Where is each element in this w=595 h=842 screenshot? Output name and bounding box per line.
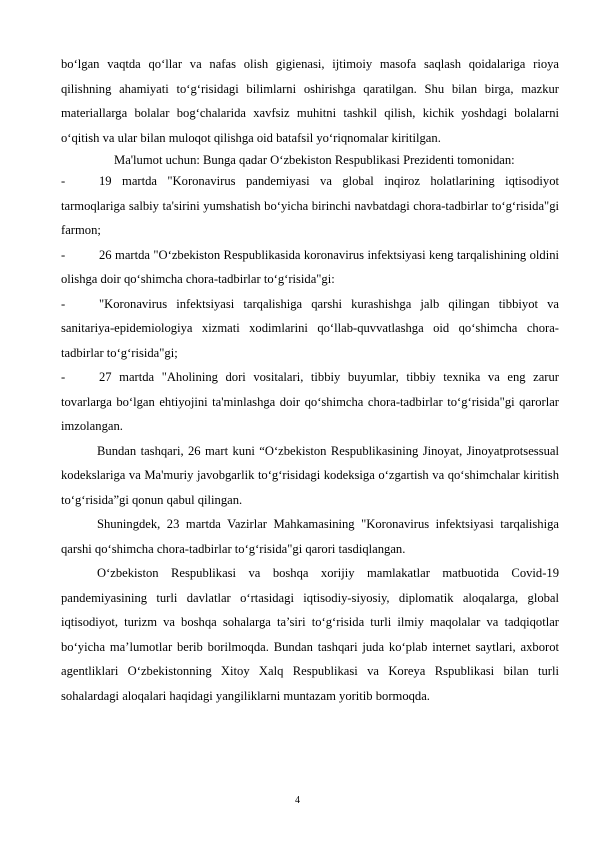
list-item-text: 27 martda "Aholining dori vositalari, tibbiy buyumlar, tibbiy texnika va eng zarur tovarlarga bo‘lgan ehtiyojini ta'minlashga doir qo‘shimcha chora-tadbirlar to‘g‘risida"gi qarorlar imzolangan. [61,370,559,433]
paragraph-intro: bo‘lgan vaqtda qo‘llar va nafas olish gigienasi, ijtimoiy masofa saqlash qoidalariga rioya qilishning ahamiyati to‘g‘risidagi bilimlarni oshirishga qaratilgan. Shu bilan birga, mazkur materiallarga bolalar bog‘chalarida xavfsiz muhitni tashkil qilish, kichik yoshdagi bolalarni o‘qitish va ular bilan muloqot qilishga oid batafsil yo‘riqnomalar kiritilgan. [61,57,559,145]
list-item-text: 26 martda "O‘zbekiston Respublikasida koronavirus infektsiyasi keng tarqalishining oldini olishga doir qo‘shimcha chora-tadbirlar to‘g‘risida"gi: [61,247,559,286]
list-item-text: "Koronavirus infektsiyasi tarqalishiga qarshi kurashishga jalb qilingan tibbiyot va sanitariya-epidemiologiya xizmati xodimlarini qo‘llab-quvvatlashga oid qo‘shimcha chora-tadbirlar to‘g‘risida"gi; [61,296,559,360]
list-item [61,292,559,366]
paragraph-law: Bundan tashqari, 26 mart kuni “O‘zbekiston Respublikasining Jinoyat, Jinoyatprotsessual kodekslariga va Ma'muriy javobgarlik to‘g‘risidagi kodeksiga o‘zgartish va qo‘shimchalar kiritish to‘g‘risida”gi qonun qabul qilingan. [61,443,559,507]
list-dash: - [61,174,66,188]
list-item [61,169,559,243]
page-number: 4 [295,795,300,806]
list-dash: - [61,296,66,311]
list-item-text: 19 martda "Koronavirus pandemiyasi va global inqiroz holatlarining iqtisodiyot tarmoqlariga salbiy ta'sirini yumshatish bo‘yicha birinchi navbatdagi chora-tadbirlar to‘g‘risida"gi farmon; [61,174,559,237]
list-dash: - [61,247,66,262]
paragraph-press: O‘zbekiston Respublikasi va boshqa xorijiy mamlakatlar matbuotida Covid-19 pandemiyasining turli davlatlar o‘rtasidagi iqtisodiy-siyosiy, diplomatik aloqalarga, global iqtisodiyot, turizm va boshqa sohalarga ta’siri to‘g‘risida turli ilmiy maqolalar va tadqiqotlar bo‘yicha ma’lumotlar berib borilmoqda. Bundan tashqari juda ko‘plab internet saytlari, axborot agentliklari O‘zbekistonning Xitoy Xalq Respublikasi va Koreya Rspublikasi bilan turli sohalardagi aloqalari haqidagi yangiliklarni muntazam yoritib bormoqda. [61,566,559,703]
list-item [61,243,559,292]
paragraph-resolution: Shuningdek, 23 martda Vazirlar Mahkamasining "Koronavirus infektsiyasi tarqalishiga qarshi qo‘shimcha chora-tadbirlar to‘g‘risida"gi qarori tasdiqlangan. [61,517,559,556]
list-dash: - [61,370,66,384]
list-item [61,365,559,439]
decree-list [61,169,559,439]
info-note: Ma'lumot uchun: Bunga qadar O‘zbekiston Respublikasi Prezidenti tomonidan: [114,153,515,167]
document-body [61,52,559,708]
